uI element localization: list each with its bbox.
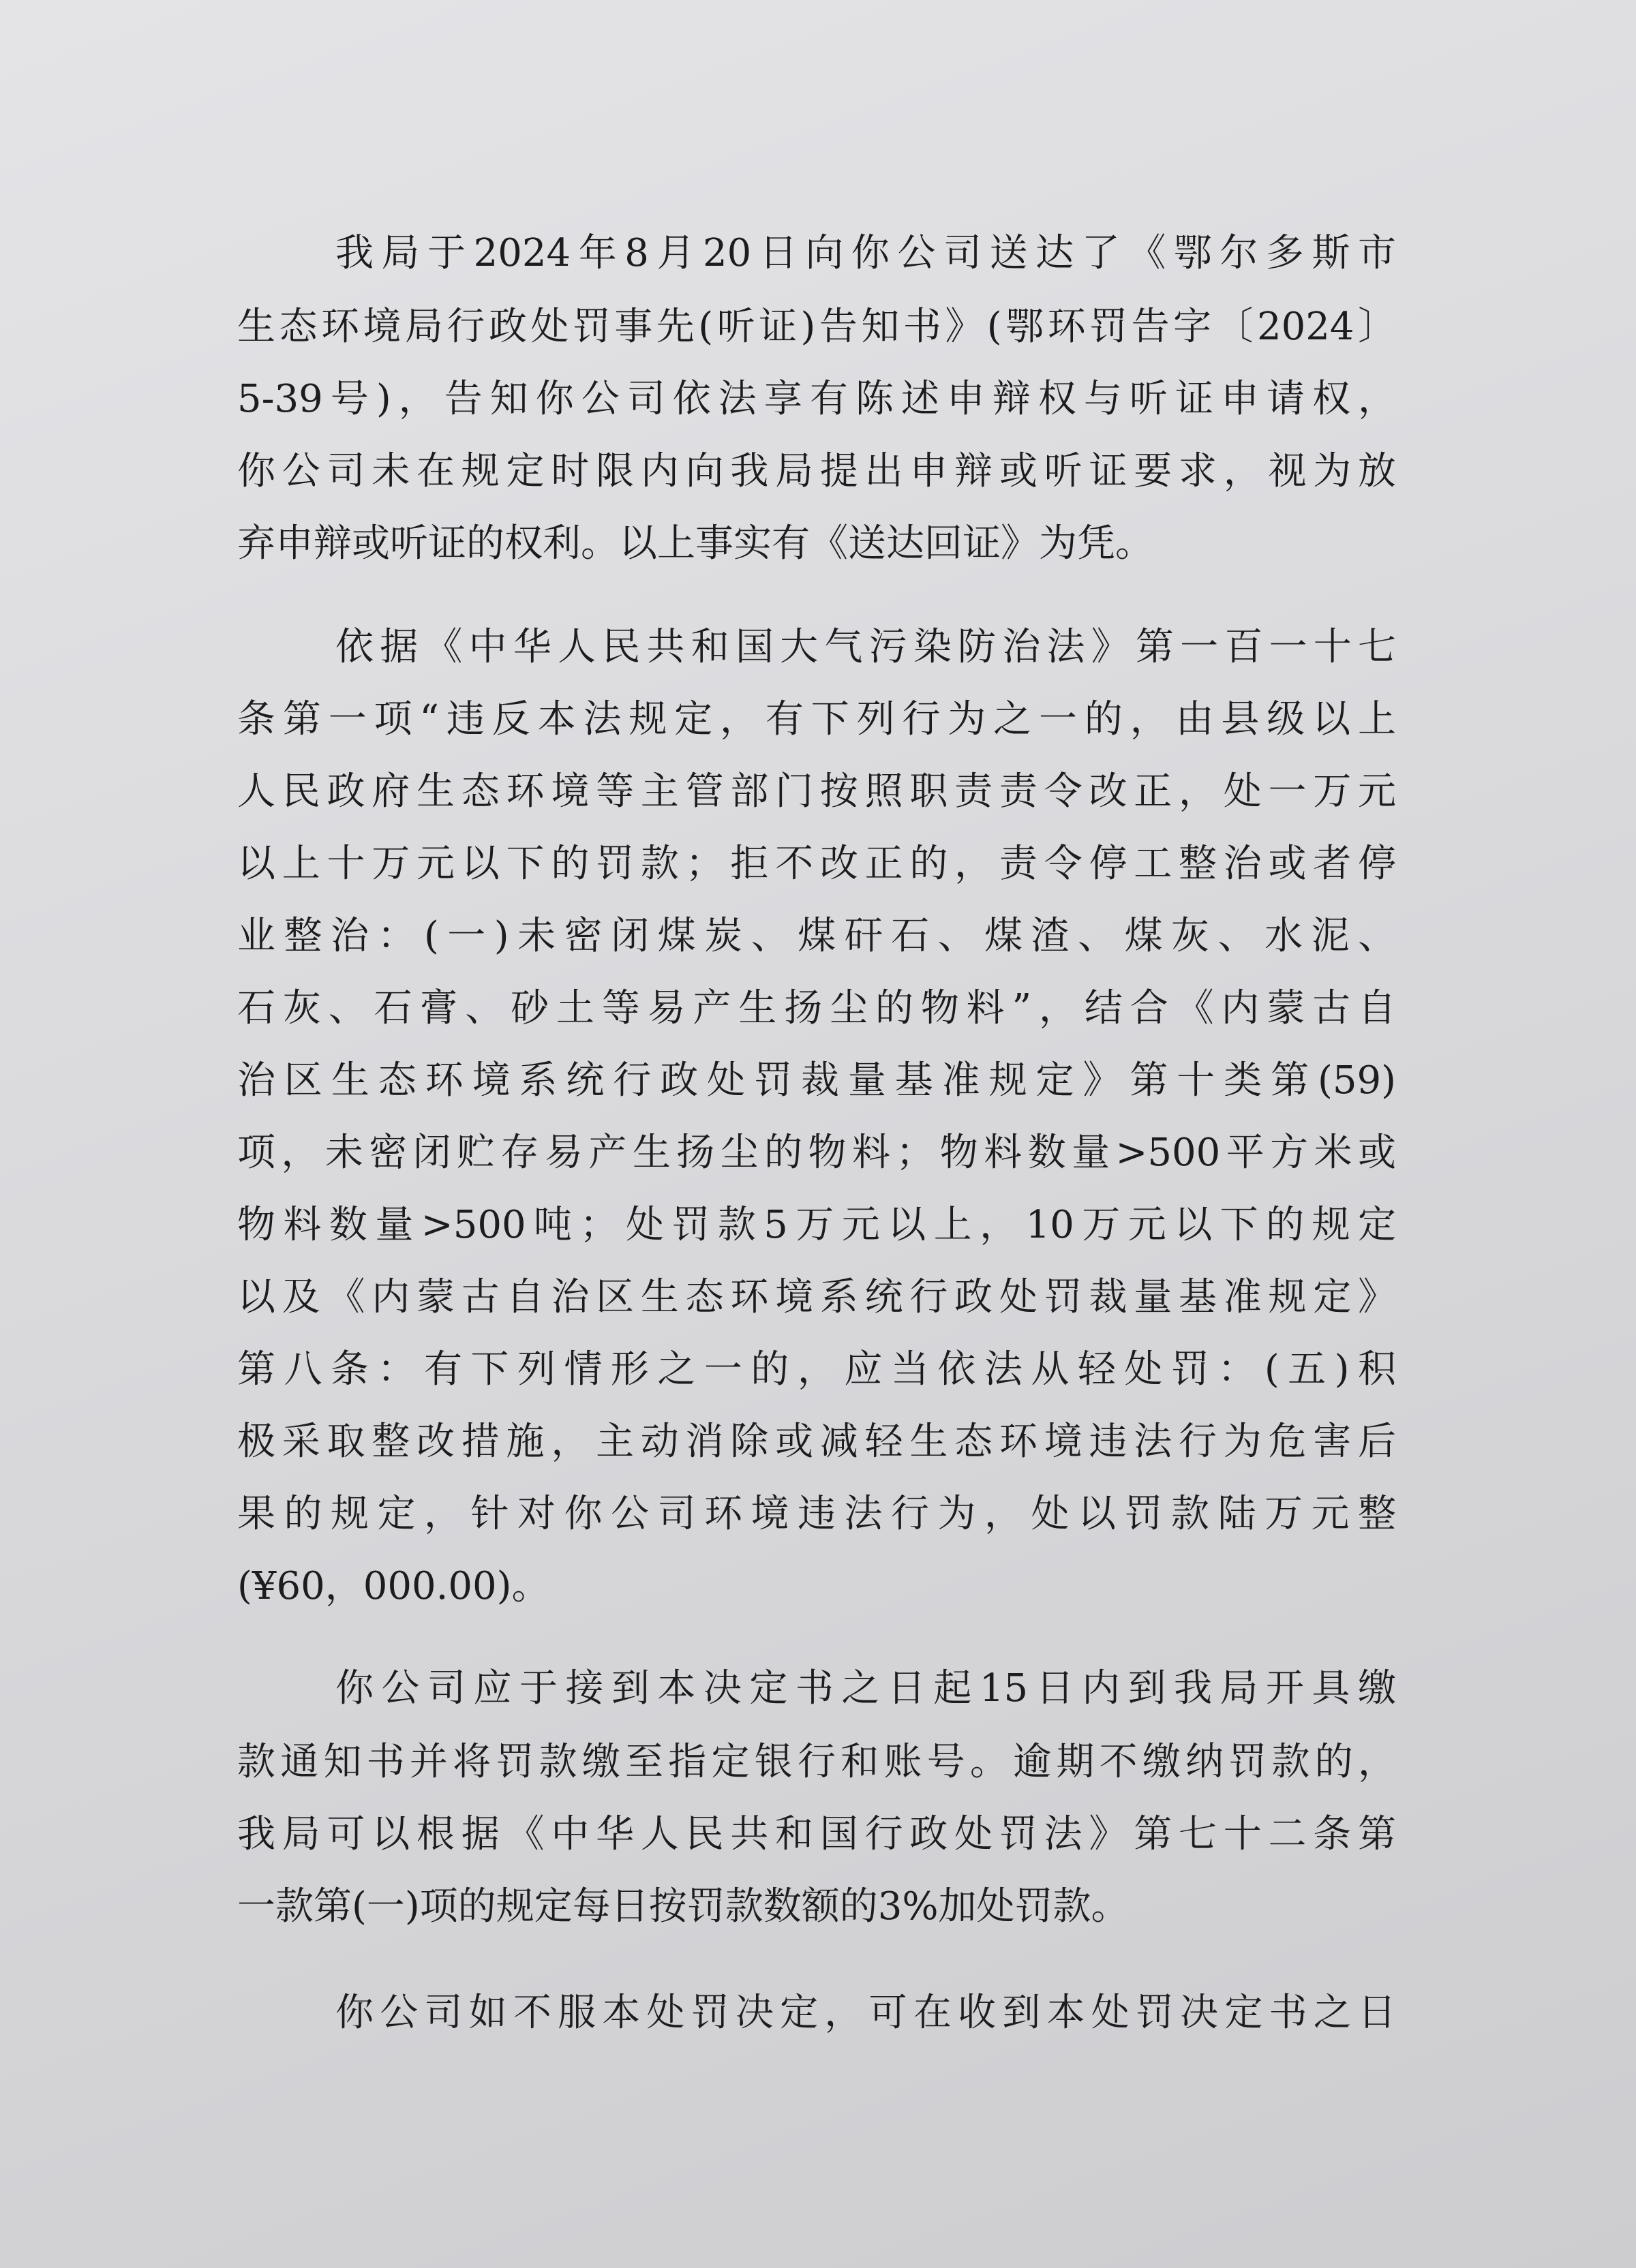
text-line: 第八条：有下列情形之一的，应当依法从轻处罚：(五)积 <box>237 1347 1396 1392</box>
text-line: 以上十万元以下的罚款；拒不改正的，责令停工整治或者停 <box>237 842 1396 886</box>
text-line: 以及《内蒙古自治区生态环境系统行政处罚裁量基准规定》 <box>237 1275 1396 1319</box>
text-line: 治区生态环境系统行政处罚裁量基准规定》第十类第(59) <box>237 1058 1396 1103</box>
text-line: 5-39号)，告知你公司依法享有陈述申辩权与听证申请权， <box>237 377 1396 421</box>
text-line: 你公司未在规定时限内向我局提出申辩或听证要求，视为放 <box>237 449 1396 493</box>
text-line: 你公司应于接到本决定书之日起15日内到我局开具缴 <box>335 1666 1396 1711</box>
text-line: 弃申辩或听证的权利。以上事实有《送达回证》为凭。 <box>237 521 1153 566</box>
text-line: 石灰、石膏、砂土等易产生扬尘的物料”，结合《内蒙古自 <box>237 986 1396 1030</box>
text-line: 物料数量>500吨；处罚款5万元以上，10万元以下的规定 <box>237 1203 1396 1247</box>
text-line: 依据《中华人民共和国大气污染防治法》第一百一十七 <box>335 625 1396 669</box>
text-line: 项，未密闭贮存易产生扬尘的物料；物料数量>500平方米或 <box>237 1131 1396 1175</box>
text-line: 我局可以根据《中华人民共和国行政处罚法》第七十二条第 <box>237 1812 1396 1856</box>
text-line: 一款第(一)项的规定每日按罚款数额的3%加处罚款。 <box>237 1884 1130 1929</box>
text-line: 极采取整改措施，主动消除或减轻生态环境违法行为危害后 <box>237 1420 1396 1464</box>
text-line: 生态环境局行政处罚事先(听证)告知书》(鄂环罚告字〔2024〕 <box>237 305 1396 349</box>
text-line: 款通知书并将罚款缴至指定银行和账号。逾期不缴纳罚款的， <box>237 1740 1396 1784</box>
text-line: 果的规定，针对你公司环境违法行为，处以罚款陆万元整 <box>237 1492 1396 1536</box>
text-line: 业整治：(一)未密闭煤炭、煤矸石、煤渣、煤灰、水泥、 <box>237 914 1396 958</box>
text-line: 我局于2024年8月20日向你公司送达了《鄂尔多斯市 <box>335 231 1396 275</box>
text-line: (¥60，000.00)。 <box>237 1564 550 1608</box>
text-line: 人民政府生态环境等主管部门按照职责责令改正，处一万元 <box>237 769 1396 814</box>
text-line: 条第一项“违反本法规定，有下列行为之一的，由县级以上 <box>237 697 1396 741</box>
text-line: 你公司如不服本处罚决定，可在收到本处罚决定书之日 <box>335 1991 1396 2035</box>
